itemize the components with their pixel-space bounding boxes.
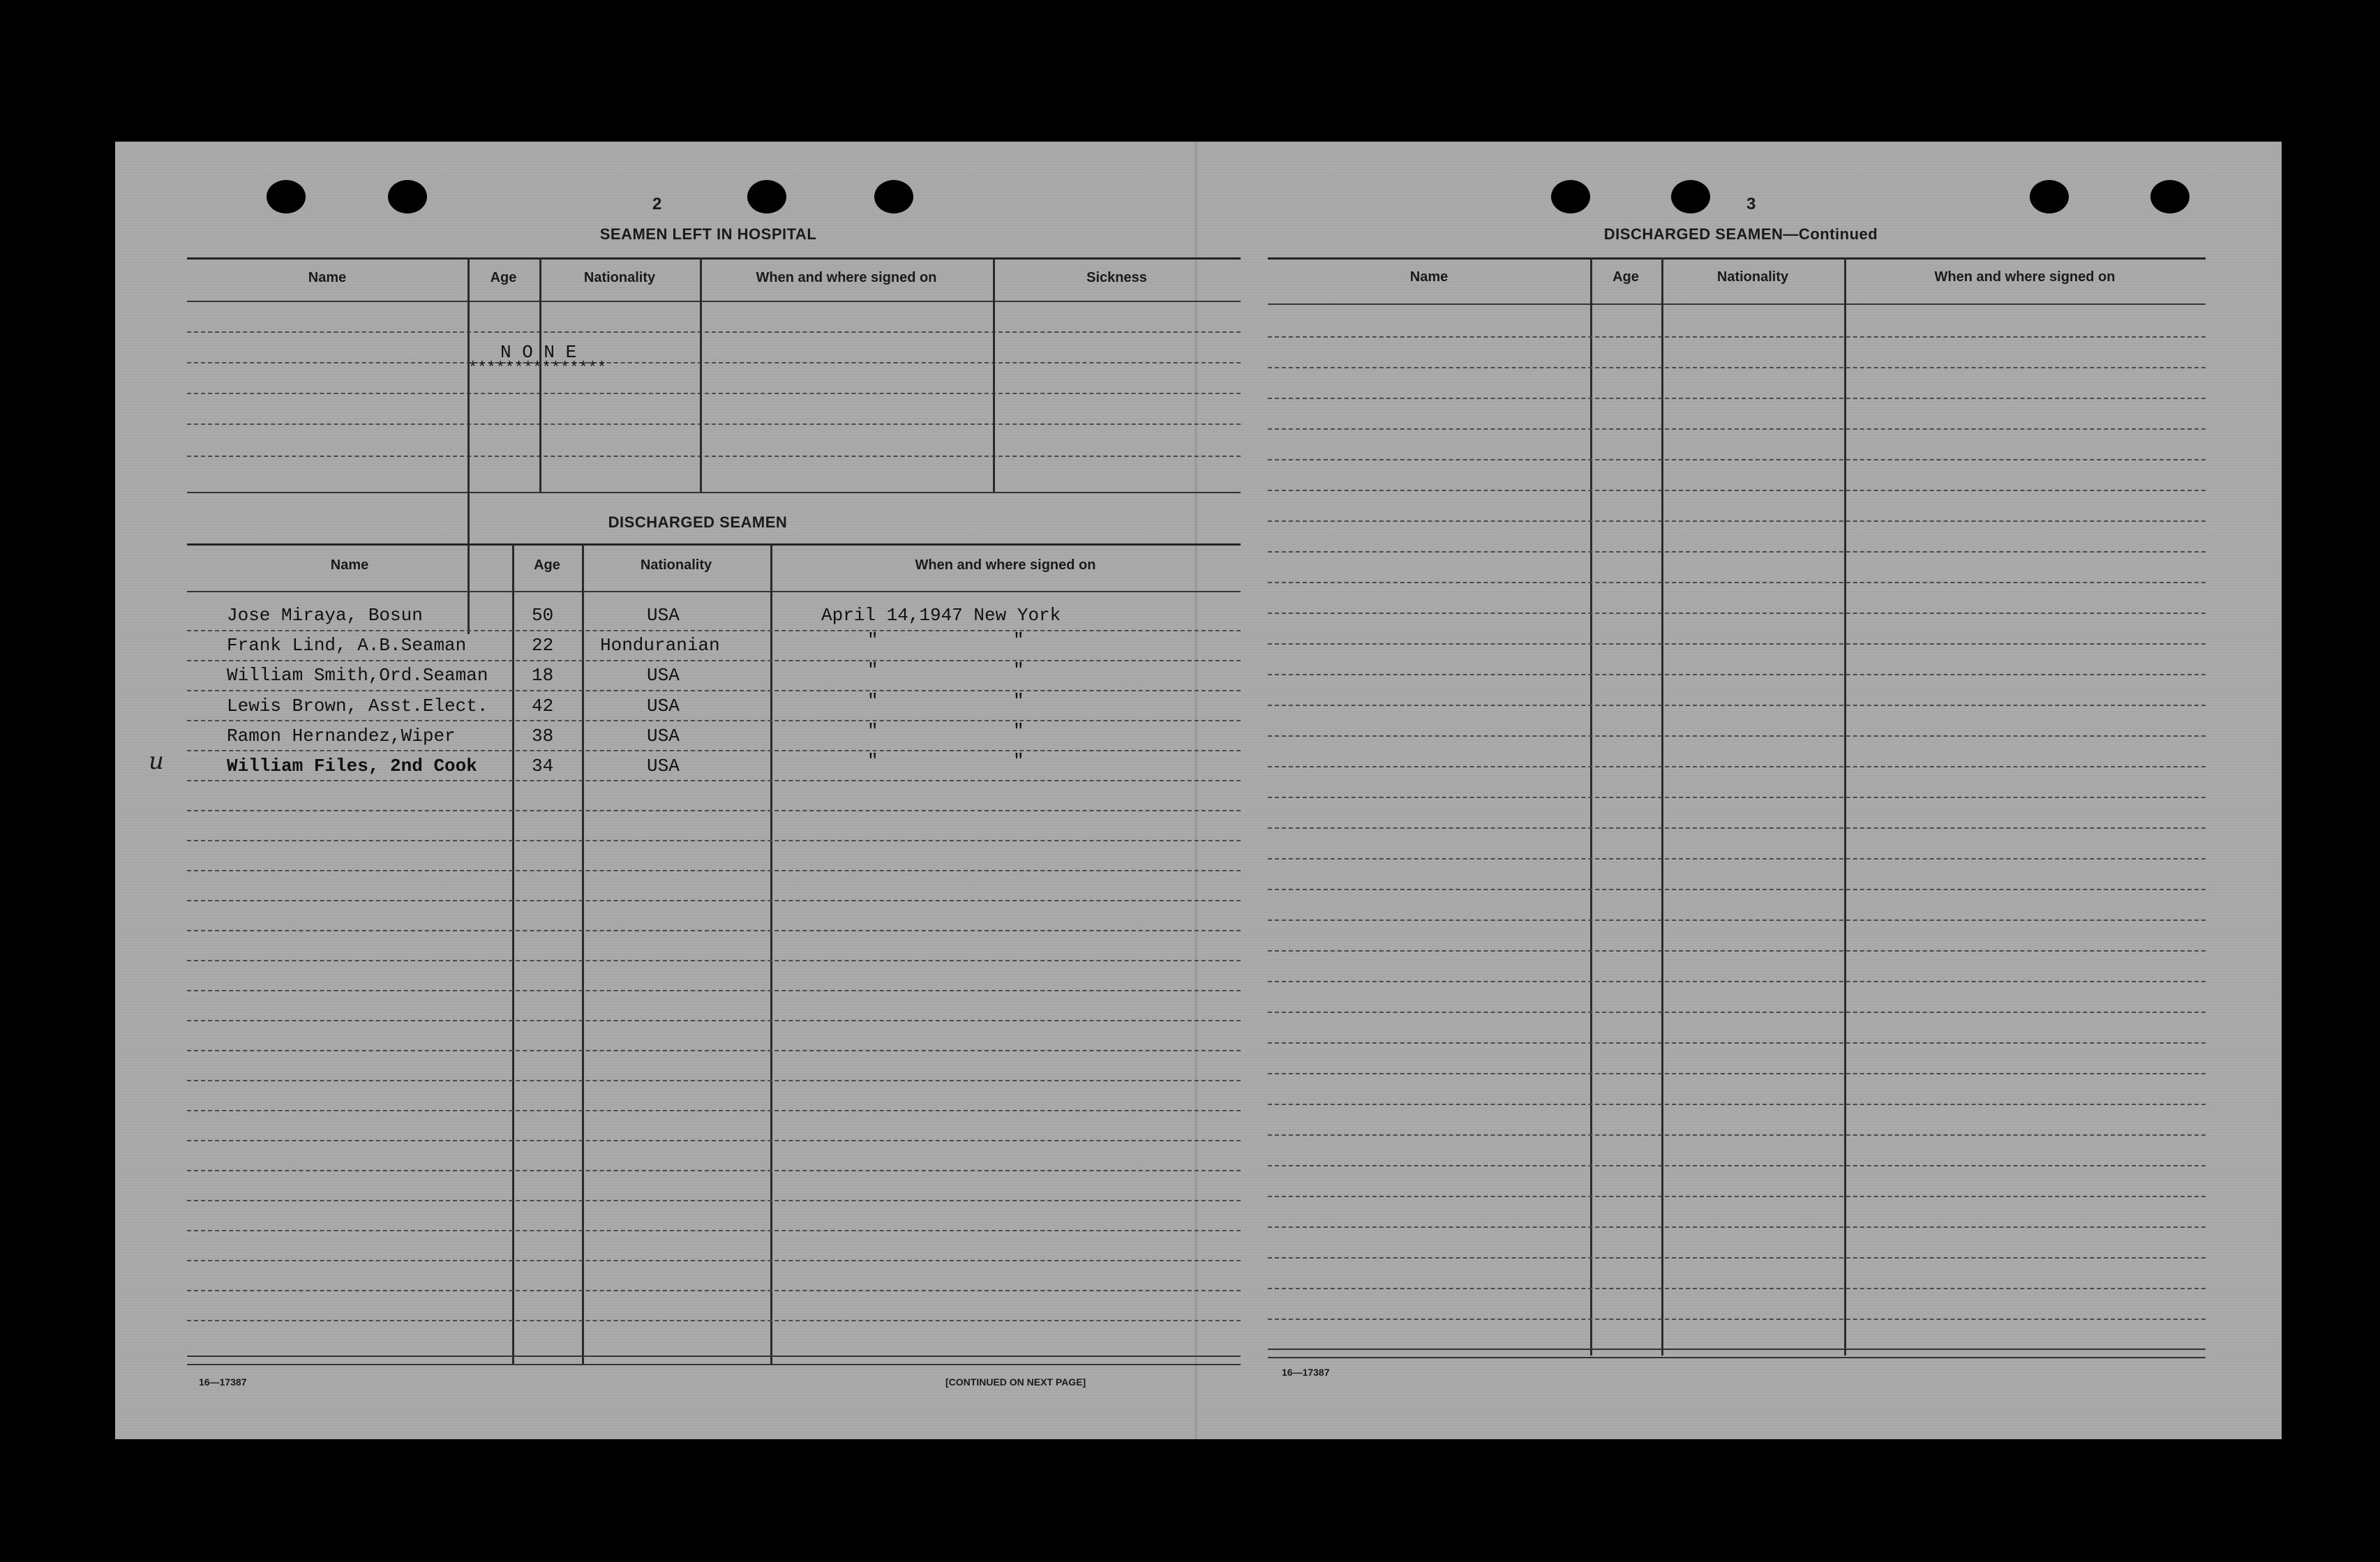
- ruled-line: [187, 780, 1241, 781]
- ruled-line: [187, 840, 1241, 841]
- ruled-line: [1268, 1042, 2206, 1044]
- table-rule: [187, 492, 1241, 493]
- ruled-line: [187, 930, 1241, 931]
- ruled-line: [187, 720, 1241, 721]
- table-rule: [1268, 1357, 2206, 1358]
- ditto-mark-date: ": [867, 691, 878, 712]
- column-divider: [993, 257, 995, 492]
- column-header-nationality: Nationality: [583, 270, 656, 285]
- ruled-line: [187, 1200, 1241, 1201]
- ruled-line: [187, 630, 1241, 631]
- ruled-line: [1268, 766, 2206, 767]
- ruled-line: [187, 810, 1241, 811]
- table-rule: [187, 543, 1241, 546]
- ditto-mark-date: ": [867, 721, 878, 742]
- seaman-age: 22: [532, 635, 554, 656]
- ruled-line: [1268, 1319, 2206, 1320]
- ruled-line: [187, 960, 1241, 961]
- table-rule: [1268, 257, 2206, 260]
- column-divider: [700, 257, 702, 492]
- ruled-line: [1268, 459, 2206, 460]
- ditto-mark-place: ": [1013, 630, 1024, 651]
- seaman-name: Lewis Brown, Asst.Elect.: [227, 696, 488, 716]
- ruled-line: [1268, 490, 2206, 491]
- ruled-line: [1268, 1012, 2206, 1013]
- ditto-mark-place: ": [1013, 660, 1024, 681]
- ditto-mark-date: ": [867, 660, 878, 681]
- column-header-age: Age: [1612, 269, 1639, 285]
- form-number: 16—17387: [1282, 1367, 1330, 1378]
- seaman-nationality: USA: [647, 665, 680, 686]
- hospital-entry-stars: ***************: [468, 359, 607, 377]
- column-header-signed-on: When and where signed on: [1934, 269, 2116, 285]
- page-fold: [1195, 142, 1197, 1439]
- ruled-line: [187, 1170, 1241, 1171]
- punch-hole: [267, 180, 306, 213]
- ruled-line: [187, 362, 1241, 363]
- punch-hole: [2030, 180, 2069, 213]
- ruled-line: [187, 690, 1241, 691]
- seaman-nationality: Honduranian: [600, 635, 720, 656]
- table-rule: [187, 301, 1241, 302]
- ruled-line: [1268, 582, 2206, 583]
- seaman-signed-on: April 14,1947 New York: [821, 605, 1061, 626]
- discharged-continued-title: DISCHARGED SEAMEN—Continued: [1603, 225, 1878, 243]
- hospital-section-title: SEAMEN LEFT IN HOSPITAL: [599, 225, 817, 243]
- column-divider: [770, 543, 772, 1365]
- column-divider: [1844, 257, 1846, 1356]
- ditto-mark-place: ": [1013, 691, 1024, 712]
- ruled-line: [1268, 520, 2206, 522]
- table-rule: [187, 591, 1241, 592]
- ditto-mark-date: ": [867, 630, 878, 651]
- seaman-name: Ramon Hernandez,Wiper: [227, 726, 456, 746]
- continued-note: [CONTINUED ON NEXT PAGE]: [945, 1376, 1086, 1388]
- form-number: 16—17387: [199, 1376, 247, 1388]
- column-divider: [582, 543, 584, 1365]
- ruled-line: [1268, 858, 2206, 859]
- column-header-signed-on: When and where signed on: [915, 557, 1096, 573]
- seaman-age: 42: [532, 696, 554, 716]
- ruled-line: [187, 870, 1241, 871]
- ruled-line: [187, 393, 1241, 394]
- seaman-nationality: USA: [647, 756, 680, 776]
- ruled-line: [187, 990, 1241, 991]
- ruled-line: [1268, 336, 2206, 338]
- table-rule: [1268, 303, 2206, 305]
- table-rule: [1268, 1349, 2206, 1350]
- table-rule: [187, 1356, 1241, 1357]
- seaman-nationality: USA: [647, 726, 680, 746]
- ruled-line: [1268, 919, 2206, 921]
- punch-hole: [2150, 180, 2190, 213]
- ruled-line: [1268, 398, 2206, 399]
- ditto-mark-place: ": [1013, 751, 1024, 772]
- seaman-name: William Files, 2nd Cook: [227, 756, 477, 776]
- ruled-line: [187, 1080, 1241, 1081]
- table-rule: [187, 1364, 1241, 1365]
- ruled-line: [1268, 1073, 2206, 1074]
- ditto-mark-place: ": [1013, 721, 1024, 742]
- ruled-line: [1268, 889, 2206, 890]
- column-divider: [1661, 257, 1663, 1356]
- ruled-line: [1268, 1196, 2206, 1197]
- ruled-line: [1268, 428, 2206, 430]
- ruled-line: [187, 423, 1241, 425]
- ruled-line: [187, 1140, 1241, 1141]
- seaman-age: 18: [532, 665, 554, 686]
- ruled-line: [187, 660, 1241, 661]
- ruled-line: [187, 1050, 1241, 1051]
- ruled-line: [1268, 735, 2206, 737]
- punch-hole: [747, 180, 786, 213]
- column-divider: [467, 257, 470, 634]
- ruled-line: [187, 331, 1241, 333]
- ruled-line: [1268, 674, 2206, 675]
- column-header-sickness: Sickness: [1086, 270, 1147, 285]
- ruled-line: [187, 1020, 1241, 1021]
- ruled-line: [187, 1110, 1241, 1111]
- ruled-line: [187, 900, 1241, 901]
- ruled-line: [1268, 1226, 2206, 1228]
- column-header-age: Age: [534, 557, 560, 573]
- ruled-line: [187, 750, 1241, 751]
- discharged-section-title: DISCHARGED SEAMEN: [608, 513, 788, 531]
- ruled-line: [1268, 1165, 2206, 1166]
- punch-hole: [874, 180, 913, 213]
- seaman-nationality: USA: [647, 605, 680, 626]
- hospital-entry-none: N O N E: [500, 342, 577, 363]
- column-header-signed-on: When and where signed on: [756, 270, 937, 285]
- table-rule: [187, 257, 1241, 260]
- ruled-line: [187, 1230, 1241, 1231]
- document-sheet: [115, 142, 2282, 1439]
- page-number: 2: [652, 195, 662, 213]
- handwritten-margin-mark: u: [149, 747, 164, 775]
- punch-hole: [388, 180, 427, 213]
- column-header-nationality: Nationality: [1716, 269, 1789, 285]
- ruled-line: [1268, 797, 2206, 798]
- ruled-line: [1268, 1104, 2206, 1105]
- ruled-line: [1268, 827, 2206, 829]
- seaman-nationality: USA: [647, 696, 680, 716]
- ruled-line: [187, 1260, 1241, 1261]
- ruled-line: [1268, 367, 2206, 368]
- ruled-line: [1268, 551, 2206, 553]
- column-header-name: Name: [1409, 269, 1449, 285]
- ruled-line: [1268, 950, 2206, 952]
- ruled-line: [1268, 1134, 2206, 1136]
- ruled-line: [1268, 705, 2206, 706]
- ruled-line: [1268, 613, 2206, 614]
- seaman-name: Frank Lind, A.B.Seaman: [227, 635, 467, 656]
- ruled-line: [1268, 1257, 2206, 1259]
- ruled-line: [187, 1290, 1241, 1291]
- column-header-name: Name: [308, 270, 347, 285]
- punch-hole: [1551, 180, 1590, 213]
- column-header-age: Age: [490, 270, 517, 285]
- seaman-age: 34: [532, 756, 554, 776]
- ditto-mark-date: ": [867, 751, 878, 772]
- seaman-age: 50: [532, 605, 554, 626]
- ruled-line: [187, 456, 1241, 457]
- seaman-age: 38: [532, 726, 554, 746]
- column-header-name: Name: [330, 557, 369, 573]
- ruled-line: [1268, 643, 2206, 645]
- column-divider: [512, 543, 514, 1365]
- seaman-name: William Smith,Ord.Seaman: [227, 665, 488, 686]
- column-divider: [1590, 257, 1592, 1356]
- seaman-name: Jose Miraya, Bosun: [227, 605, 423, 626]
- ruled-line: [1268, 1288, 2206, 1289]
- ruled-line: [1268, 981, 2206, 982]
- column-header-nationality: Nationality: [640, 557, 712, 573]
- punch-hole: [1671, 180, 1710, 213]
- ruled-line: [187, 1320, 1241, 1321]
- page-number: 3: [1746, 195, 1756, 213]
